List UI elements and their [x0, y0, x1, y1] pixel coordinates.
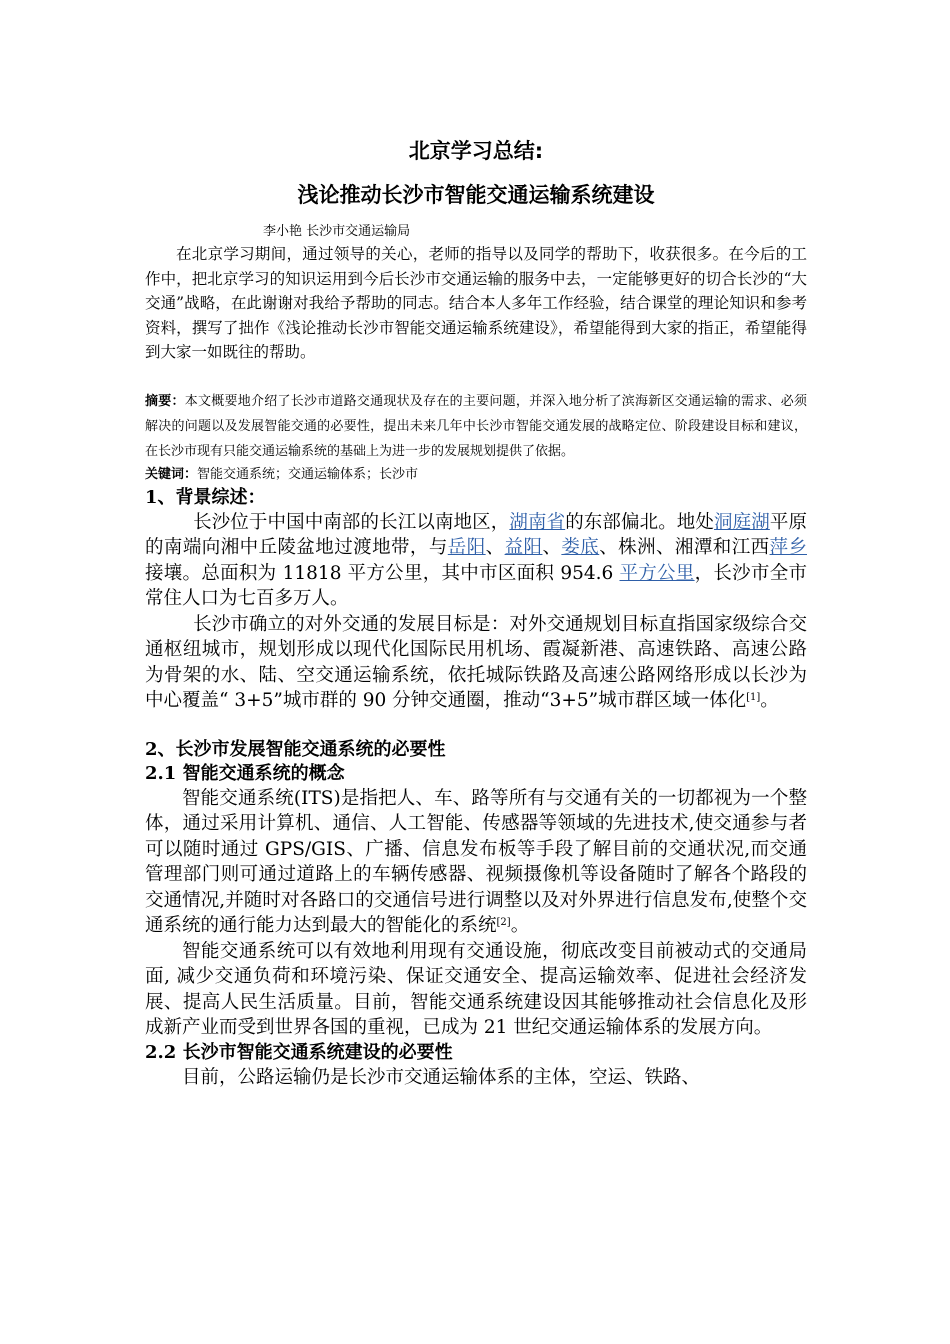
section1-heading: 1、背景综述：	[145, 486, 266, 508]
subsection-2-2-paragraph1: 目前，公路运输仍是长沙市交通运输体系的主体，空运、铁路、	[182, 1066, 701, 1088]
text-span: 长沙市确立的对外交通的发展目标是：对外交通规划目标直指国家级综合交通枢纽城市，规划形成以现代化国际民用机场、霞凝新港、高速铁路、高速公路为骨架的水、陆、空交通运输系统，依托城际铁路及高速公路网络形成以长沙为中心覆盖“ 3+5”城市群的 90 分钟交通圈，推动“3+5”城市群区域一体化	[145, 613, 807, 711]
text-span: 。	[510, 915, 530, 936]
keywords-label: 关键词：	[145, 466, 198, 482]
keywords-line	[145, 464, 807, 486]
spacer	[145, 714, 807, 738]
subsection-2-2-heading: 2.2 长沙市智能交通系统建设的必要性	[145, 1041, 453, 1063]
section1-paragraph2	[145, 612, 807, 714]
author-line: 李小艳 长沙市交通运输局	[263, 224, 411, 239]
link-yiyang[interactable]: 益阳	[504, 537, 543, 558]
text-span: 、	[485, 537, 505, 558]
subsection-2-1-paragraph1	[145, 786, 807, 939]
text-span: 接壤。总面积为 11818 平方公里，其中市区面积 954.6	[145, 562, 620, 584]
text-span: 、株洲、湘潭和江西	[599, 537, 770, 558]
link-dongtinghu[interactable]: 洞庭湖	[714, 511, 770, 533]
link-loudi[interactable]: 娄底	[561, 537, 600, 558]
reference-mark: [1]	[746, 692, 761, 703]
text-span: 。	[760, 690, 779, 711]
document-title-line1: 北京学习总结:	[408, 139, 544, 163]
text-span: ，长沙市全市常住人口为七百多万人。	[145, 562, 807, 609]
document-title-line2: 浅论推动长沙市智能交通运输系统建设	[297, 183, 655, 207]
abstract-text: 本文概要地介绍了长沙市道路交通现状及存在的主要问题，并深入地分析了滨海新区交通运输的需求、必须解决的问题以及发展智能交通的必要性，提出未来几年中长沙市智能交通发展的战略定位、阶段建设目标和建议，在长沙市现有只能交通运输系统的基础上为进一步的发展规划提供了依据。	[145, 393, 807, 459]
keywords-text: 智能交通系统；交通运输体系；长沙市	[197, 466, 419, 482]
subsection-2-1-heading: 2.1 智能交通系统的概念	[145, 762, 345, 784]
intro-paragraph: 在北京学习期间，通过领导的关心，老师的指导以及同学的帮助下，收获很多。在今后的工作中，把北京学习的知识运用到今后长沙市交通运输的服务中去，一定能够更好的切合长沙的“大交通”战略，在此谢谢对我给予帮助的同志。结合本人多年工作经验，结合课堂的理论知识和参考资料，撰写了拙作《浅论推动长沙市智能交通运输系统建设》，希望能得到大家的指正，希望能得到大家一如既往的帮助。	[145, 245, 807, 361]
text-span: 长沙位于中国中南部的长江以南地区，	[193, 511, 510, 533]
reference-mark: [2]	[496, 917, 511, 928]
document-page	[145, 128, 807, 1090]
link-pingxiang[interactable]: 萍乡	[769, 537, 807, 558]
text-span: 、	[542, 537, 562, 558]
text-span: 的东部偏北。地处	[565, 511, 715, 533]
link-square-km[interactable]: 平方公里	[619, 562, 695, 584]
abstract-paragraph	[145, 389, 807, 464]
text-span: 智能交通系统(ITS)是指把人、车、路等所有与交通有关的一切都视为一个整体，通过采用计算机、通信、人工智能、传感器等领域的先进技术,使交通参与者可以随时通过 GPS/GIS、广播、信息发布板等手段了解目前的交通状况,而交通管理部门则可通过道路上的车辆传感器、视频摄像机等设备随时了解各个路段的交通情况,并随时对各路口的交通信号进行调整以及对外界进行信息发布,使整个交通系统的通行能力达到最大的智能化的系统	[145, 787, 807, 936]
text-span: 平原的南端向湘中丘陵盆地过渡地带，与	[145, 511, 807, 558]
link-yueyang[interactable]: 岳阳	[447, 537, 486, 558]
subsection-2-1-paragraph2: 智能交通系统可以有效地利用现有交通设施，彻底改变目前被动式的交通局面, 减少交通负荷和环境污染、保证交通安全、提高运输效率、促进社会经济发展、提高人民生活质量。目前，智能交通系统建设因其能够推动社会信息化及形成新产业而受到世界各国的重视，已成为 21 世纪交通运输体系的发展方向。	[145, 940, 807, 1038]
abstract-label: 摘要：	[145, 393, 185, 409]
section1-paragraph1	[145, 510, 807, 612]
section2-heading: 2、长沙市发展智能交通系统的必要性	[145, 738, 446, 760]
link-hunan[interactable]: 湖南省	[509, 511, 566, 533]
